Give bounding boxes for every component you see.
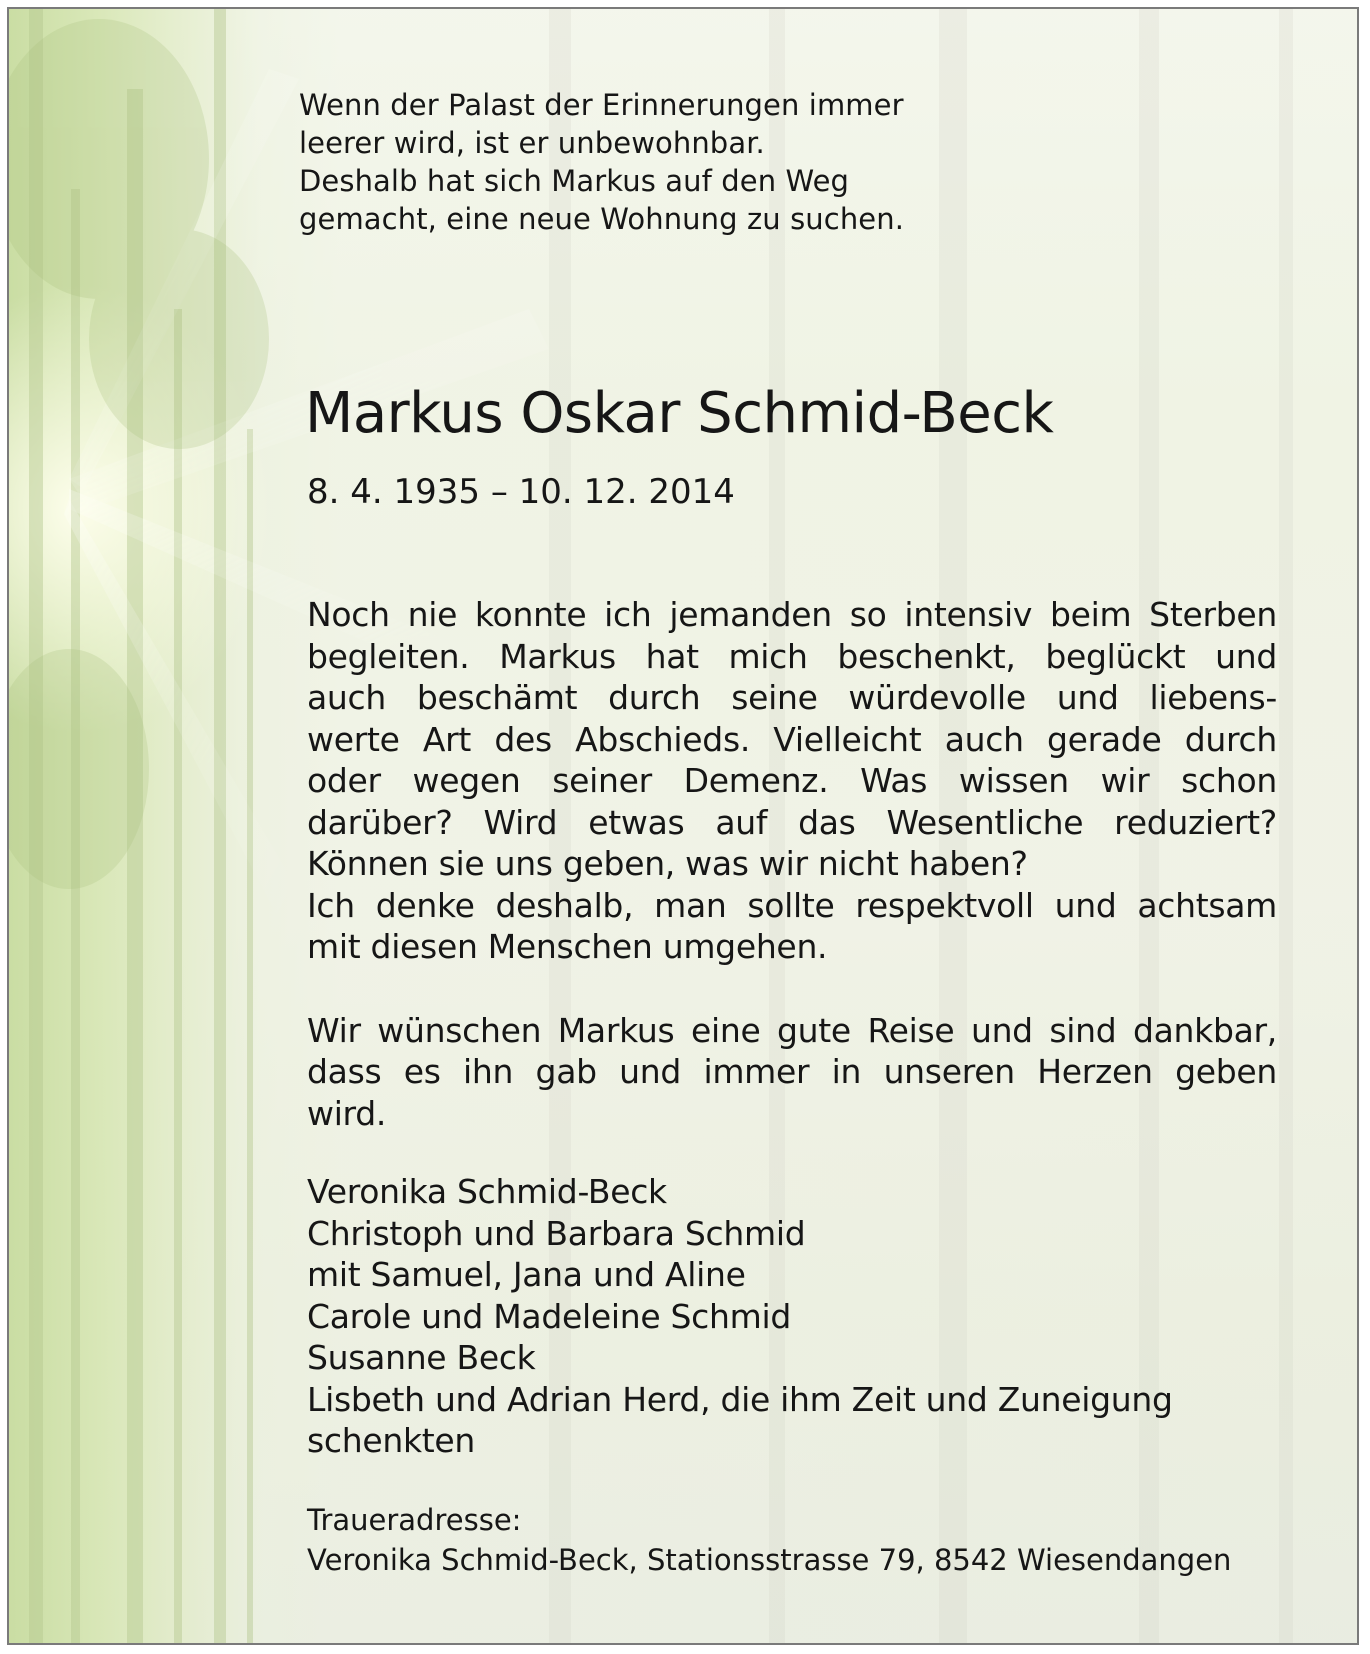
mourner-entry: Carole und Madeleine Schmid: [307, 1296, 791, 1336]
message-line: mit diesen Menschen umgehen.: [307, 927, 828, 966]
life-dates: 8. 4. 1935 – 10. 12. 2014: [307, 472, 735, 512]
mourner-entry: Christoph und Barbara Schmid: [307, 1213, 806, 1253]
paragraph-gap: [307, 968, 1277, 1010]
obituary-notice: [7, 7, 1359, 1645]
mourner-entry: Lisbeth und Adrian Herd, die ihm Zeit und Zuneigung: [307, 1379, 1173, 1419]
mourner-entry: schenkten: [307, 1421, 476, 1460]
mourner-entry: Veronika Schmid-Beck: [307, 1172, 667, 1211]
message-line: begleiten. Markus hat mich beschenkt, beglückt und: [307, 636, 1277, 676]
message-line: Wir wünschen Markus eine gute Reise und sind dankbar,: [307, 1010, 1277, 1050]
mourners-list: [307, 1171, 1307, 1462]
message-line: Noch nie konnte ich jemanden so intensiv beim Sterben: [307, 595, 1277, 634]
mourner-entry: mit Samuel, Jana und Aline: [307, 1255, 746, 1294]
message-text: [307, 594, 1277, 1134]
message-line: auch beschämt durch seine würdevolle und liebens-: [307, 678, 1277, 717]
notice-content: [9, 9, 1359, 1645]
mourning-address: Veronika Schmid-Beck, Stationsstrasse 79, 8542 Wiesendangen: [307, 1543, 1232, 1577]
opening-quote: [299, 86, 1019, 238]
message-line: wird.: [307, 1093, 387, 1133]
quote-line: Wenn der Palast der Erinnerungen immer: [299, 88, 904, 122]
quote-line: leerer wird, ist er unbewohnbar.: [299, 126, 765, 160]
quote-line: gemacht, eine neue Wohnung zu suchen.: [299, 202, 905, 236]
message-line: oder wegen seiner Demenz. Was wissen wir schon: [307, 761, 1277, 800]
quote-line: Deshalb hat sich Markus auf den Weg: [299, 164, 850, 198]
mourner-entry: Susanne Beck: [307, 1338, 536, 1377]
message-line: Können sie uns geben, was wir nicht haben?: [307, 844, 1028, 883]
message-line: darüber? Wird etwas auf das Wesentliche reduziert?: [307, 802, 1277, 842]
message-line: werte Art des Abschieds. Vielleicht auch gerade durch: [307, 719, 1277, 759]
deceased-name: Markus Oskar Schmid-Beck: [305, 381, 1054, 446]
mourning-address-label: Traueradresse:: [307, 1503, 522, 1537]
message-line: Ich denke deshalb, man sollte respektvoll und achtsam: [307, 885, 1277, 925]
message-line: dass es ihn gab und immer in unseren Herzen geben: [307, 1052, 1277, 1091]
